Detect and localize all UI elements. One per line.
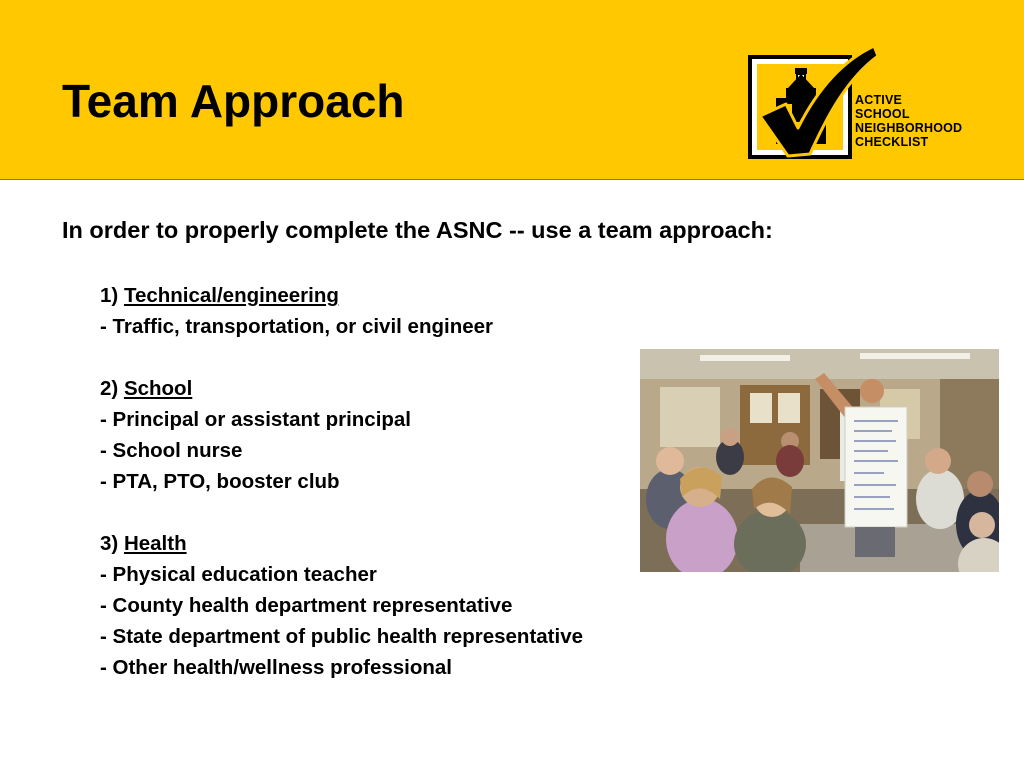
intro-text: In order to properly complete the ASNC -- use a team approach: — [62, 217, 773, 243]
logo-line: ACTIVE — [855, 93, 903, 107]
active-school-neighborhood-checklist-logo — [748, 44, 988, 164]
group-number: 3) — [100, 532, 119, 555]
logo-line: NEIGHBORHOOD — [855, 121, 963, 135]
logo-line: CHECKLIST — [855, 135, 929, 149]
list-item: - State department of public health representative — [100, 625, 583, 648]
group-heading-health — [100, 528, 583, 559]
list-item: - County health department representative — [100, 594, 513, 617]
header-band — [0, 0, 1024, 180]
group-heading-label: School — [123, 377, 193, 400]
group-heading-label: Health — [123, 532, 187, 555]
group-heading-label: Technical/engineering — [123, 284, 339, 307]
list-item: - PTA, PTO, booster club — [100, 470, 340, 493]
group-number: 2) — [100, 377, 119, 400]
meeting-photo-image — [640, 349, 999, 572]
logo-wordmark — [855, 93, 962, 149]
logo-line: SCHOOL — [855, 107, 910, 121]
team-meeting-photo — [640, 349, 999, 572]
team-list — [100, 280, 583, 683]
slide-title: Team Approach — [62, 75, 405, 127]
group-heading-technical — [100, 280, 583, 311]
group-heading-school — [100, 373, 583, 404]
list-item: - Physical education teacher — [100, 563, 377, 586]
list-item: - Principal or assistant principal — [100, 408, 412, 431]
list-item: - School nurse — [100, 439, 243, 462]
list-item: - Other health/wellness professional — [100, 656, 453, 679]
list-item: - Traffic, transportation, or civil engineer — [100, 315, 493, 338]
group-number: 1) — [100, 284, 119, 307]
